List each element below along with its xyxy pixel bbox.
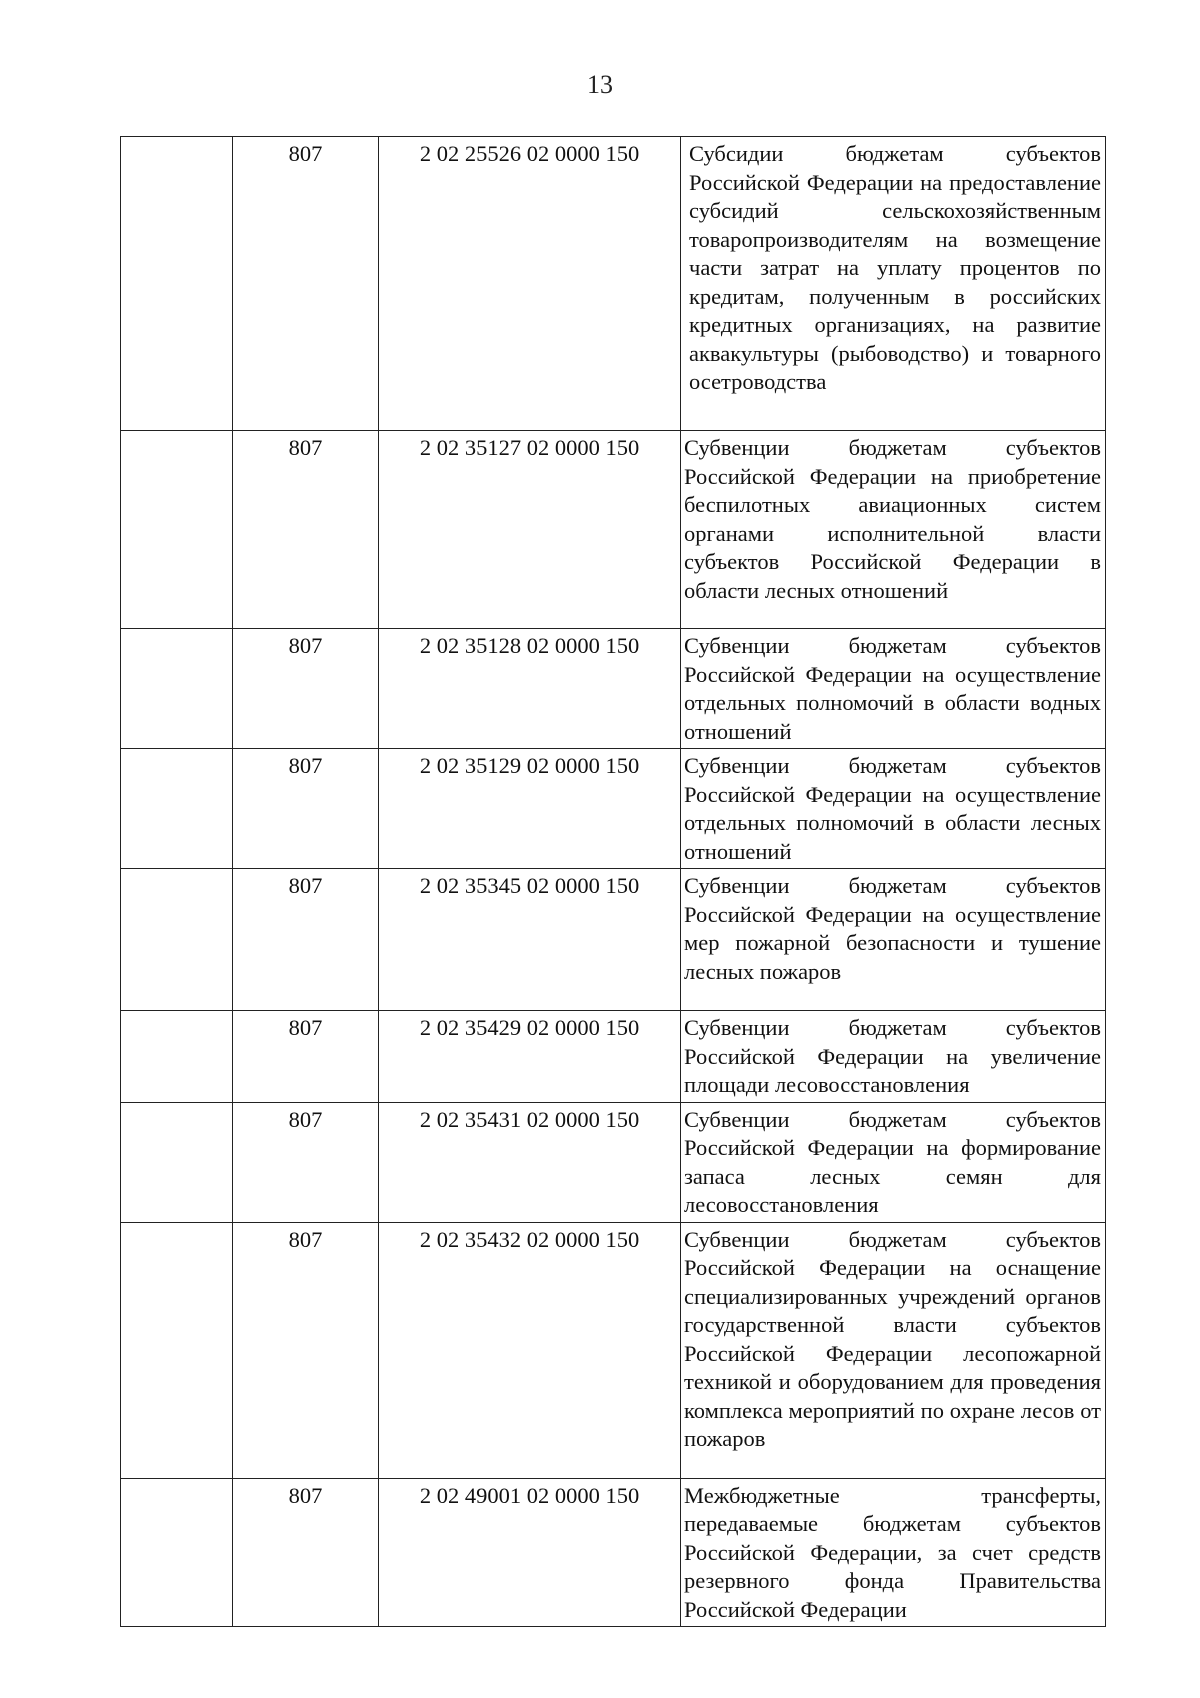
row-number-cell — [121, 1102, 233, 1222]
table-row — [121, 431, 1106, 629]
table-row — [121, 749, 1106, 869]
description-cell: Субсидии бюджетам субъектов Российской Федерации на предоставление субсидий сельскохозяйственным товаропроизводителям на возмещение части затрат на уплату процентов по кредитам, полученным в российских кредитных организациях, на развитие аквакультуры (рыбоводство) и товарного осетроводства — [681, 137, 1106, 431]
row-number-cell — [121, 1011, 233, 1103]
budget-code-cell: 2 02 35345 02 0000 150 — [379, 869, 681, 1011]
row-number-cell — [121, 869, 233, 1011]
budget-code-cell: 2 02 25526 02 0000 150 — [379, 137, 681, 431]
description-cell: Субвенции бюджетам субъектов Российской Федерации на приобретение беспилотных авиационных систем органами исполнительной власти субъектов Российской Федерации в области лесных отношений — [681, 431, 1106, 629]
description-cell: Субвенции бюджетам субъектов Российской Федерации на увеличение площади лесовосстановления — [681, 1011, 1106, 1103]
row-number-cell — [121, 137, 233, 431]
admin-code-cell: 807 — [233, 749, 379, 869]
admin-code-cell: 807 — [233, 137, 379, 431]
page-number: 13 — [587, 70, 613, 99]
admin-code-cell: 807 — [233, 629, 379, 749]
admin-code-cell: 807 — [233, 1478, 379, 1627]
table-row — [121, 1102, 1106, 1222]
budget-code-cell: 2 02 35127 02 0000 150 — [379, 431, 681, 629]
table-row — [121, 1011, 1106, 1103]
table-row — [121, 1222, 1106, 1478]
budget-code-cell: 2 02 35129 02 0000 150 — [379, 749, 681, 869]
table-row — [121, 137, 1106, 431]
table-row — [121, 1478, 1106, 1627]
description-cell: Межбюджетные трансферты, передаваемые бюджетам субъектов Российской Федерации, за счет средств резервного фонда Правительства Российской Федерации — [681, 1478, 1106, 1627]
description-cell: Субвенции бюджетам субъектов Российской Федерации на формирование запаса лесных семян для лесовосстановления — [681, 1102, 1106, 1222]
table-row — [121, 869, 1106, 1011]
row-number-cell — [121, 1478, 233, 1627]
budget-code-cell: 2 02 35128 02 0000 150 — [379, 629, 681, 749]
budget-code-cell: 2 02 35432 02 0000 150 — [379, 1222, 681, 1478]
table-row — [121, 629, 1106, 749]
description-cell: Субвенции бюджетам субъектов Российской Федерации на оснащение специализированных учреждений органов государственной власти субъектов Российской Федерации лесопожарной техникой и оборудованием для проведения комплекса мероприятий по охране лесов от пожаров — [681, 1222, 1106, 1478]
budget-code-cell: 2 02 49001 02 0000 150 — [379, 1478, 681, 1627]
admin-code-cell: 807 — [233, 431, 379, 629]
row-number-cell — [121, 749, 233, 869]
row-number-cell — [121, 431, 233, 629]
row-number-cell — [121, 629, 233, 749]
admin-code-cell: 807 — [233, 869, 379, 1011]
row-number-cell — [121, 1222, 233, 1478]
admin-code-cell: 807 — [233, 1011, 379, 1103]
budget-code-cell: 2 02 35431 02 0000 150 — [379, 1102, 681, 1222]
admin-code-cell: 807 — [233, 1222, 379, 1478]
description-cell: Субвенции бюджетам субъектов Российской Федерации на осуществление мер пожарной безопасности и тушение лесных пожаров — [681, 869, 1106, 1011]
description-cell: Субвенции бюджетам субъектов Российской Федерации на осуществление отдельных полномочий в области лесных отношений — [681, 749, 1106, 869]
budget-codes-table — [120, 136, 1106, 1627]
admin-code-cell: 807 — [233, 1102, 379, 1222]
description-cell: Субвенции бюджетам субъектов Российской Федерации на осуществление отдельных полномочий в области водных отношений — [681, 629, 1106, 749]
budget-code-cell: 2 02 35429 02 0000 150 — [379, 1011, 681, 1103]
